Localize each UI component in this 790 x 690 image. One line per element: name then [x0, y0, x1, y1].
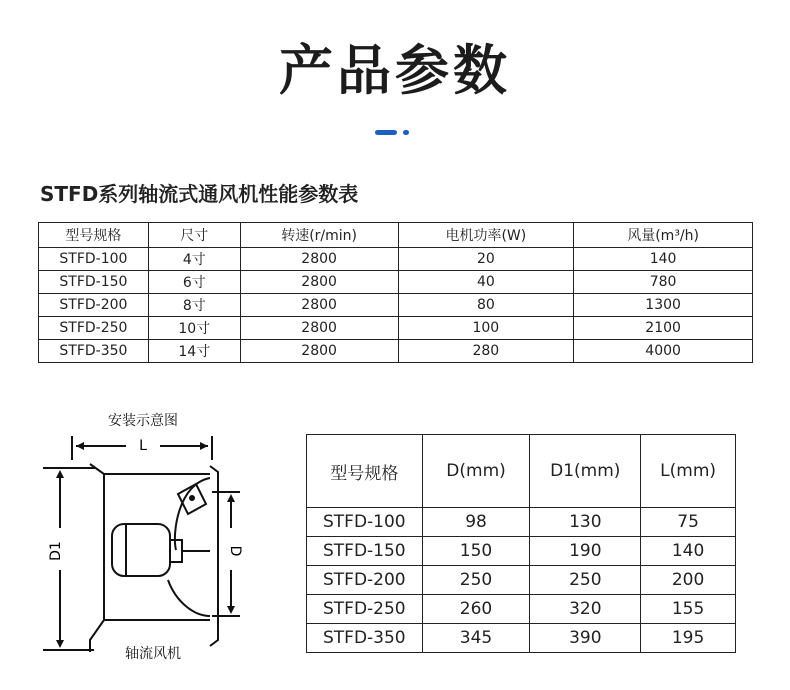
cell-speed: 2800	[240, 271, 398, 294]
cell-speed: 2800	[240, 317, 398, 340]
cell-d: 345	[422, 624, 530, 653]
cell-d: 150	[422, 537, 530, 566]
d1-label: D1	[48, 541, 64, 561]
cell-model: STFD-200	[307, 566, 423, 595]
header-power: 电机功率(W)	[398, 223, 574, 248]
cell-model: STFD-250	[307, 595, 423, 624]
performance-table-title: STFD系列轴流式通风机性能参数表	[40, 182, 359, 206]
cell-model: STFD-350	[307, 624, 423, 653]
table-row	[39, 248, 753, 271]
cell-speed: 2800	[240, 294, 398, 317]
table-row	[307, 508, 736, 537]
header-airflow: 风量(m³/h)	[574, 223, 753, 248]
cell-model: STFD-200	[39, 294, 149, 317]
cell-d1: 190	[530, 537, 641, 566]
cell-d1: 130	[530, 508, 641, 537]
l-arrow-right	[200, 442, 208, 450]
cell-airflow: 1300	[574, 294, 753, 317]
cell-speed: 2800	[240, 340, 398, 363]
cell-d1: 250	[530, 566, 641, 595]
cell-d1: 390	[530, 624, 641, 653]
duct-curve-bottom	[168, 580, 210, 616]
title-accent-dot	[403, 130, 409, 135]
table-row	[307, 537, 736, 566]
table-row	[307, 624, 736, 653]
dimension-header-row	[307, 435, 736, 508]
table-row	[307, 595, 736, 624]
table-row	[307, 566, 736, 595]
cell-l: 140	[641, 537, 736, 566]
d-arrow-bottom	[227, 606, 235, 614]
cell-l: 75	[641, 508, 736, 537]
cell-model: STFD-250	[39, 317, 149, 340]
cell-power: 100	[398, 317, 574, 340]
cell-power: 20	[398, 248, 574, 271]
dimension-table	[306, 434, 736, 653]
cell-speed: 2800	[240, 248, 398, 271]
cell-model: STFD-100	[39, 248, 149, 271]
page-title: 产品参数	[279, 39, 511, 102]
header-d: D(mm)	[422, 435, 530, 508]
cell-l: 155	[641, 595, 736, 624]
diagram-caption: 轴流风机	[125, 646, 181, 662]
cell-l: 200	[641, 566, 736, 595]
header-l: L(mm)	[641, 435, 736, 508]
fan-installation-diagram	[28, 430, 258, 652]
header-d1: D1(mm)	[530, 435, 641, 508]
table-row	[39, 271, 753, 294]
cell-airflow: 140	[574, 248, 753, 271]
d-label: D	[227, 545, 243, 557]
cell-size: 8寸	[148, 294, 240, 317]
table-row	[39, 340, 753, 363]
cell-power: 40	[398, 271, 574, 294]
d-arrow-top	[227, 494, 235, 502]
header-size: 尺寸	[148, 223, 240, 248]
l-label: L	[139, 438, 147, 454]
cell-d: 98	[422, 508, 530, 537]
table-row	[39, 317, 753, 340]
diagram-title: 安装示意图	[108, 413, 178, 429]
table-row	[39, 294, 753, 317]
motor-body	[112, 524, 170, 576]
d1-arrow-top	[56, 470, 64, 478]
cell-airflow: 4000	[574, 340, 753, 363]
performance-header-row	[39, 223, 753, 248]
cell-model: STFD-150	[307, 537, 423, 566]
header-model: 型号规格	[39, 223, 149, 248]
cell-l: 195	[641, 624, 736, 653]
d1-arrow-bottom	[56, 640, 64, 648]
cell-size: 4寸	[148, 248, 240, 271]
inlet-flange	[90, 464, 104, 652]
cell-size: 10寸	[148, 317, 240, 340]
junction-box-screw	[189, 495, 195, 501]
header-model: 型号规格	[307, 435, 423, 508]
cell-size: 6寸	[148, 271, 240, 294]
cell-d: 250	[422, 566, 530, 595]
cell-power: 280	[398, 340, 574, 363]
cell-power: 80	[398, 294, 574, 317]
title-accent-dash	[375, 130, 397, 135]
header-speed: 转速(r/min)	[240, 223, 398, 248]
cell-size: 14寸	[148, 340, 240, 363]
cell-model: STFD-350	[39, 340, 149, 363]
performance-table	[38, 222, 753, 363]
l-arrow-left	[76, 442, 84, 450]
cell-airflow: 780	[574, 271, 753, 294]
cell-airflow: 2100	[574, 317, 753, 340]
cell-model: STFD-150	[39, 271, 149, 294]
cell-model: STFD-100	[307, 508, 423, 537]
cell-d1: 320	[530, 595, 641, 624]
cell-d: 260	[422, 595, 530, 624]
